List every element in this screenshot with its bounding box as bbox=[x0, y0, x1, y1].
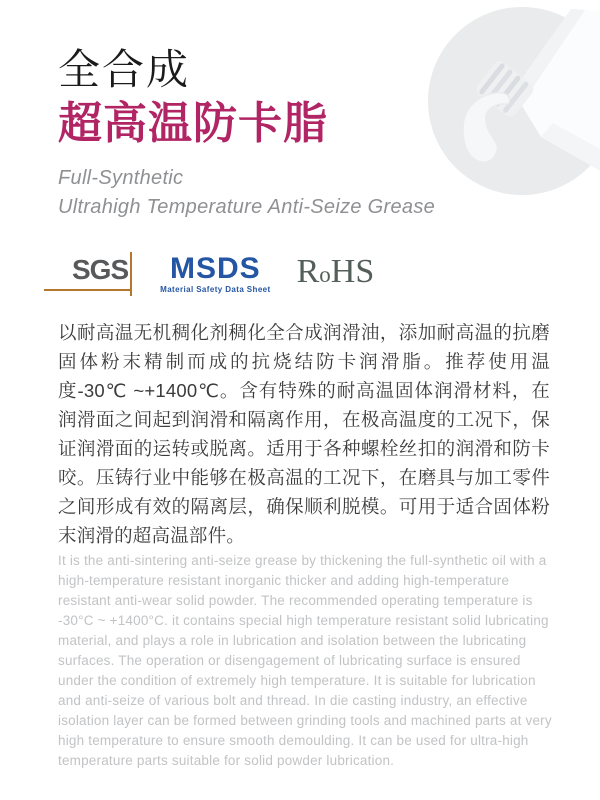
rohs-logo-letter-r: R bbox=[296, 253, 320, 290]
sgs-logo-vertical-line bbox=[130, 252, 132, 296]
product-photo bbox=[425, 3, 600, 203]
title-chinese-line2: 超高温防卡脂 bbox=[58, 99, 328, 148]
title-chinese-line1: 全合成 bbox=[58, 46, 191, 93]
msds-logo bbox=[160, 252, 270, 294]
sgs-logo-underline bbox=[44, 289, 132, 291]
subtitle-english bbox=[58, 164, 435, 222]
msds-logo-subtitle: Material Safety Data Sheet bbox=[160, 285, 271, 294]
rohs-logo-letters-hs: HS bbox=[330, 253, 375, 290]
subtitle-english-line1: Full-Synthetic bbox=[58, 167, 184, 189]
certification-logos bbox=[58, 252, 374, 296]
description-english: It is the anti-sintering anti-seize grease by thickening the full-synthetic oil with a high-temperature resistant inorganic thicker and adding high-temperature resistant anti-wear solid powder. The recommended operating temperature is -30°C ~ +1400°C. it contains special high temperature resistant solid lubricating material, and plays a role in lubrication and isolation between the lubricating surfaces. The operation or disengagement of lubricating surface is ensured under the condition of extremely high temperature. It is suitable for lubrication and anti-seize of various bolt and thread. In die casting industry, an effective isolation layer can be formed between grinding tools and machined parts at very high temperature to ensure smooth demoulding. It can be used for ultra-high temperature parts suitable for solid powder lubrication. bbox=[58, 553, 552, 768]
sgs-logo-text: SGS bbox=[72, 254, 129, 285]
rohs-logo-letter-o: o bbox=[319, 262, 331, 287]
msds-logo-text: MSDS bbox=[170, 252, 261, 285]
page-header bbox=[58, 44, 435, 222]
grease-tube-image bbox=[425, 3, 600, 203]
sgs-logo bbox=[58, 252, 134, 293]
subtitle-english-line2: Ultrahigh Temperature Anti-Seize Grease bbox=[58, 196, 436, 218]
rohs-logo bbox=[297, 252, 375, 296]
description-chinese: 以耐高温无机稠化剂稠化全合成润滑油，添加耐高温的抗磨固体粉末精制而成的抗烧结防卡润滑脂。推荐使用温度-30℃ ~+1400℃。含有特殊的耐高温固体润滑材料，在润滑面之间起到润滑和隔离作用，在极高温度的工况下，保证润滑面的运转或脱离。适用于各种螺栓丝扣的润滑和防卡咬。压铸行业中能够在极高温的工况下，在磨具与加工零件之间形成有效的隔离层，确保顺利脱模。可用于适合固体粉末润滑的超高温部件。 bbox=[58, 322, 550, 546]
